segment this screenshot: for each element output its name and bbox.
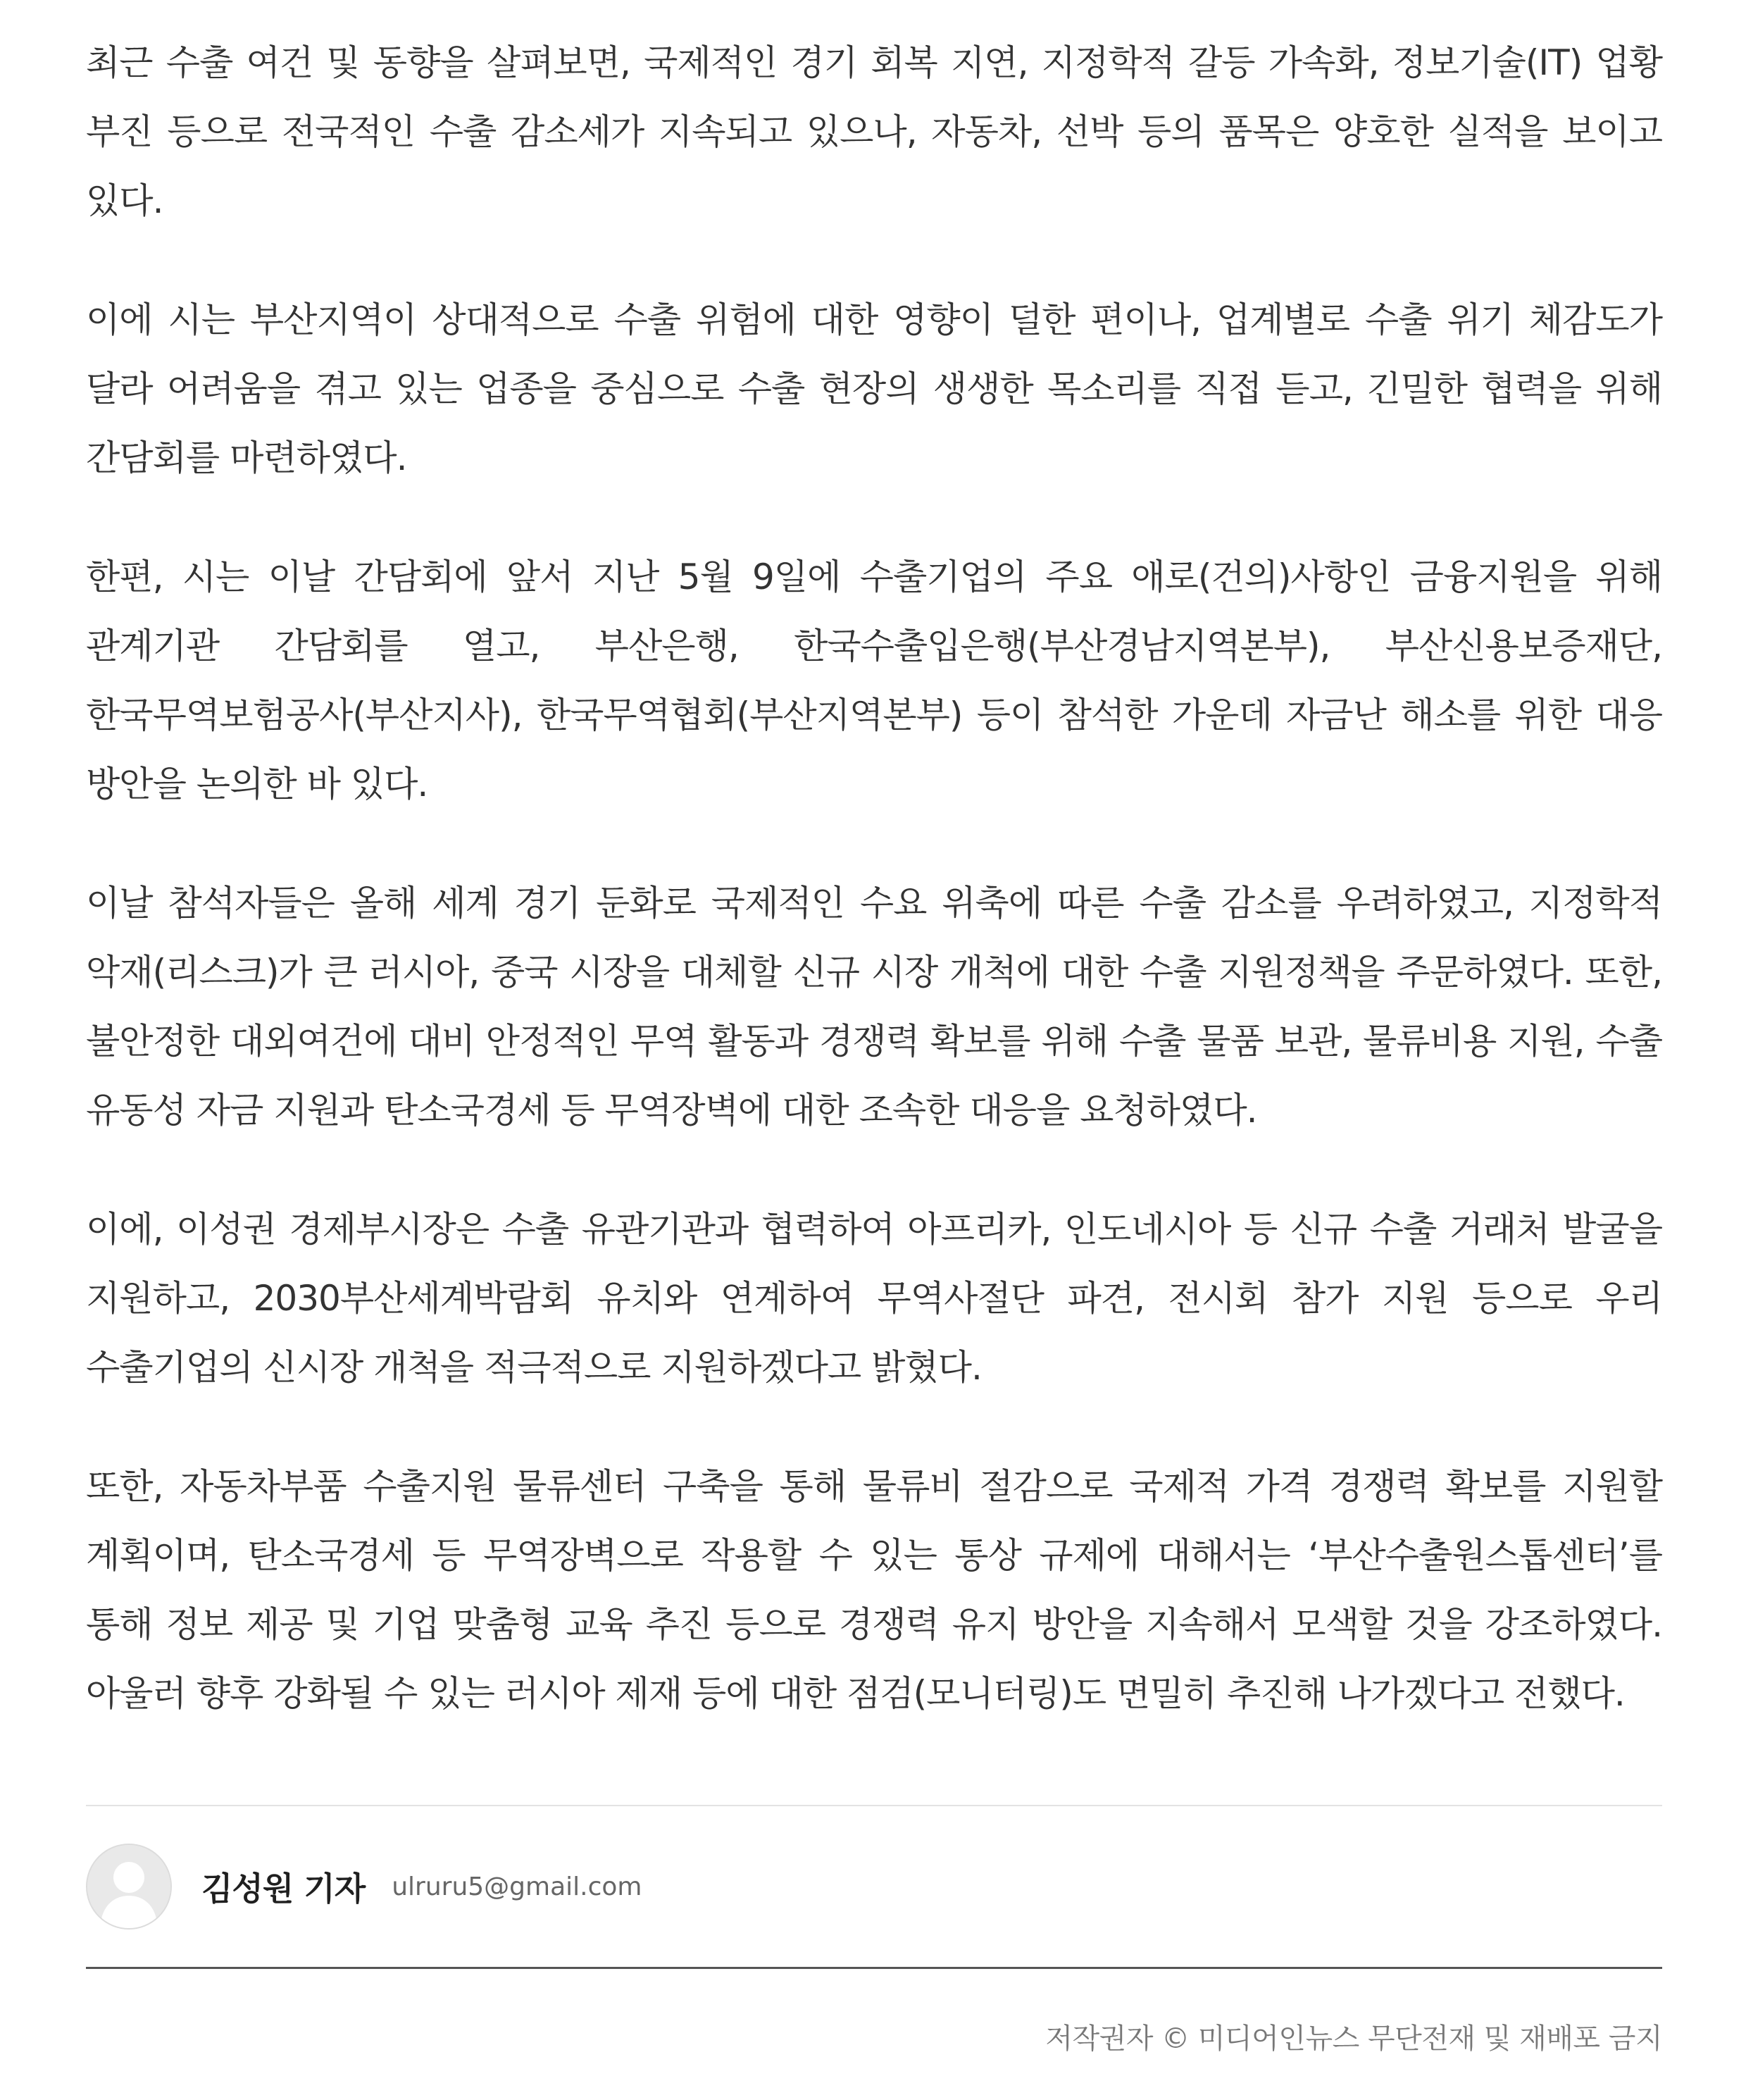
article-paragraph: 또한, 자동차부품 수출지원 물류센터 구축을 통해 물류비 절감으로 국제적 가격 경쟁력 확보를 지원할 계획이며, 탄소국경세 등 무역장벽으로 작용할 수 있는 통상 규제에 대해서는 ‘부산수출원스톱센터’를 통해 정보 제공 및 기업 맞춤형 교육 추진 등으로 경쟁력 유지 방안을 지속해서 모색할 것을 강조하였다. 아울러 향후 강화될 수 있는 러시아 제재 등에 대한 점검(모니터링)도 면밀히 추진해 나가겠다고 전했다. <box>86 1466 1662 1714</box>
article-paragraph: 이날 참석자들은 올해 세계 경기 둔화로 국제적인 수요 위축에 따른 수출 감소를 우려하였고, 지정학적 악재(리스크)가 큰 러시아, 중국 시장을 대체할 신규 시장 개척에 대한 수출 지원정책을 주문하였다. 또한, 불안정한 대외여건에 대비 안정적인 무역 활동과 경쟁력 확보를 위해 수출 물품 보관, 물류비용 지원, 수출 유동성 자금 지원과 탄소국경세 등 무역장벽에 대한 조속한 대응을 요청하였다. <box>86 883 1662 1131</box>
article-paragraph: 이에, 이성권 경제부시장은 수출 유관기관과 협력하여 아프리카, 인도네시아 등 신규 수출 거래처 발굴을 지원하고, 2030부산세계박람회 유치와 연계하여 무역사절단 파견, 전시회 참가 지원 등으로 우리 수출기업의 신시장 개척을 적극적으로 지원하겠다고 밝혔다. <box>86 1209 1662 1388</box>
article-paragraph: 한편, 시는 이날 간담회에 앞서 지난 5월 9일에 수출기업의 주요 애로(건의)사항인 금융지원을 위해 관계기관 간담회를 열고, 부산은행, 한국수출입은행(부산경남지역본부), 부산신용보증재단, 한국무역보험공사(부산지사), 한국무역협회(부산지역본부) 등이 참석한 가운데 자금난 해소를 위한 대응 방안을 논의한 바 있다. <box>86 557 1662 804</box>
article-paragraph: 최근 수출 여건 및 동향을 살펴보면, 국제적인 경기 회복 지연, 지정학적 갈등 가속화, 정보기술(IT) 업황 부진 등으로 전국적인 수출 감소세가 지속되고 있으나, 자동차, 선박 등의 품목은 양호한 실적을 보이고 있다. <box>86 42 1662 221</box>
byline-top-divider <box>86 1805 1662 1806</box>
author-email[interactable]: ulruru5@gmail.com <box>392 1872 642 1901</box>
author-name[interactable]: 김성원 기자 <box>201 1870 366 1908</box>
article-paragraph: 이에 시는 부산지역이 상대적으로 수출 위험에 대한 영향이 덜한 편이나, 업계별로 수출 위기 체감도가 달라 어려움을 겪고 있는 업종을 중심으로 수출 현장의 생생한 목소리를 직접 듣고, 긴밀한 협력을 위해 간담회를 마련하였다. <box>86 299 1662 478</box>
author-avatar-icon[interactable] <box>86 1844 172 1930</box>
copyright-notice: 저작권자 © 미디어인뉴스 무단전재 및 재배포 금지 <box>1045 2023 1662 2055</box>
author-byline <box>86 1842 642 1931</box>
article-body <box>86 28 1662 1778</box>
default-user-avatar-icon <box>87 1845 170 1928</box>
byline-bottom-divider <box>86 1967 1662 1969</box>
